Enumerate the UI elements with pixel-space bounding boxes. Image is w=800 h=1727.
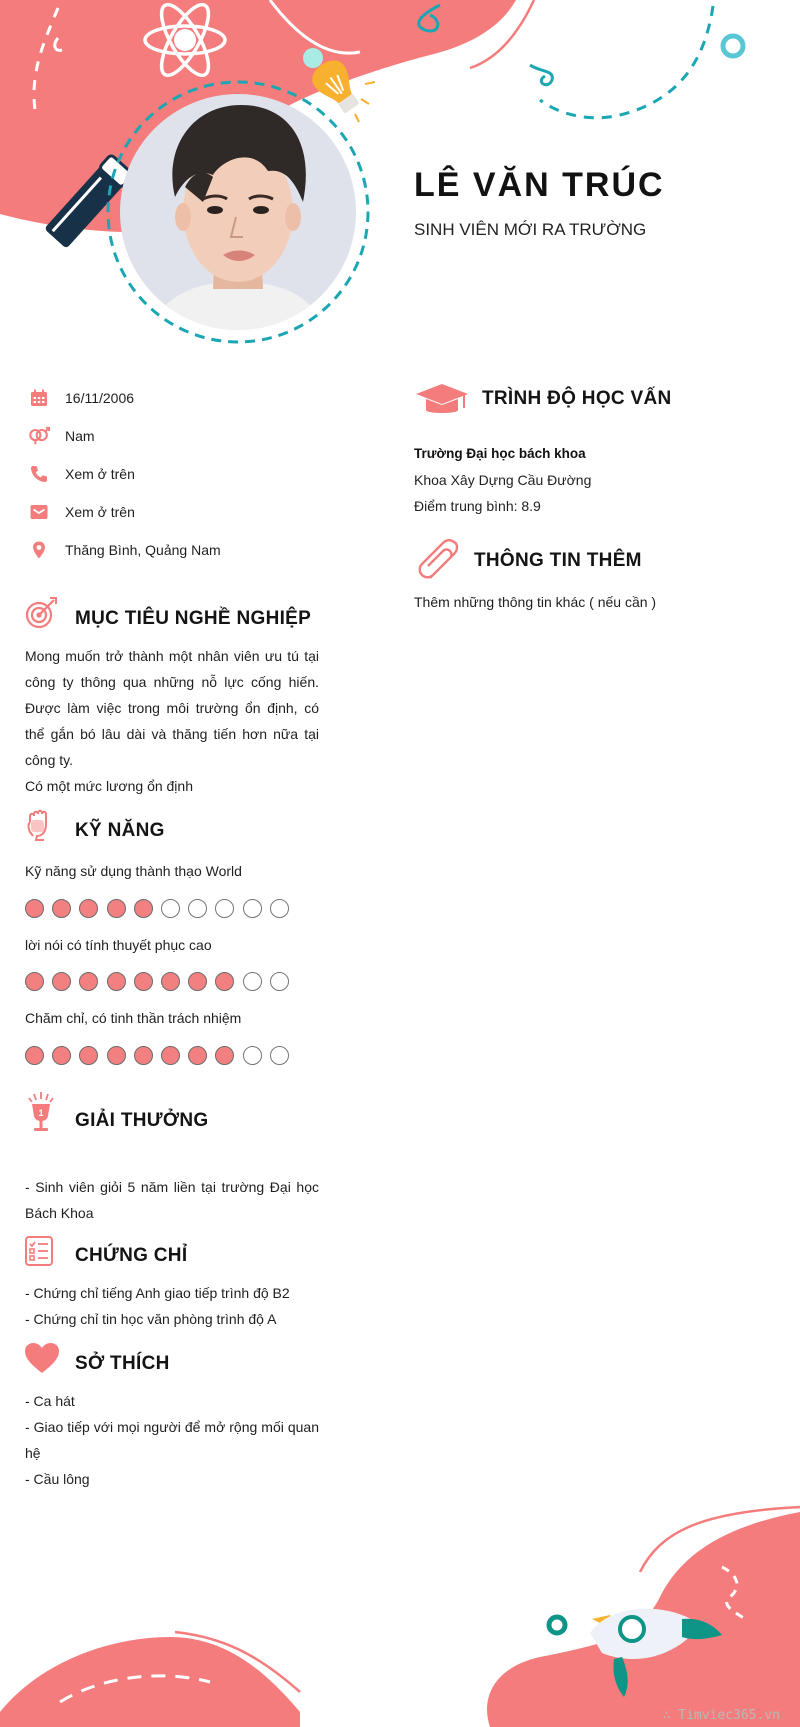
email-text: Xem ở trên	[65, 504, 135, 520]
rating-dot-filled	[52, 972, 71, 991]
heart-icon	[23, 1341, 61, 1375]
rating-dot-filled	[107, 1046, 126, 1065]
info-row-gender	[28, 424, 95, 448]
awards-text: - Sinh viên giỏi 5 năm liền tại trường Đại học Bách Khoa	[25, 1179, 319, 1221]
rocket-icon	[582, 1593, 732, 1703]
rating-dot-filled	[25, 1046, 44, 1065]
rating-dot-empty	[270, 899, 289, 918]
hobbies-title: SỞ THÍCH	[75, 1353, 170, 1374]
skill-rating	[25, 1046, 289, 1065]
gender-text: Nam	[65, 428, 95, 444]
rating-dot-filled	[52, 1046, 71, 1065]
gender-icon	[28, 425, 50, 447]
certificates-title: CHỨNG CHỈ	[75, 1245, 188, 1266]
rating-dot-filled	[79, 972, 98, 991]
rating-dot-filled	[215, 972, 234, 991]
phone-icon	[28, 463, 50, 485]
extra-title: THÔNG TIN THÊM	[474, 550, 642, 571]
hobby-item: - Giao tiếp với mọi người để mở rộng mối quan hệ	[25, 1419, 319, 1461]
phone-text: Xem ở trên	[65, 466, 135, 482]
rating-dot-filled	[79, 1046, 98, 1065]
info-row-address	[28, 538, 221, 562]
address-text: Thăng Bình, Quảng Nam	[65, 542, 221, 558]
skill-rating	[25, 899, 289, 918]
mail-icon	[28, 501, 50, 523]
candidate-role: SINH VIÊN MỚI RA TRƯỜNG	[414, 220, 647, 239]
education-title: TRÌNH ĐỘ HỌC VẤN	[482, 388, 672, 409]
objective-text: Mong muốn trở thành một nhân viên ưu tú tại công ty thông qua những nỗ lực cống hiến. Được làm việc trong môi trường ổn định, có thể gắn bó lâu dài và thăng tiến hơn nữa tại công ty.	[25, 648, 319, 768]
hobby-item: - Ca hát	[25, 1393, 75, 1409]
target-icon	[24, 596, 58, 630]
rating-dot-filled	[107, 899, 126, 918]
skill-name: Kỹ năng sử dụng thành thạo World	[25, 863, 242, 879]
skill-name: Chăm chỉ, có tinh thần trách nhiệm	[25, 1010, 242, 1026]
fist-icon	[24, 808, 54, 842]
checklist-icon	[24, 1235, 54, 1267]
awards-title: GIẢI THƯỞNG	[75, 1110, 209, 1131]
rating-dot-empty	[215, 899, 234, 918]
rating-dot-empty	[243, 899, 262, 918]
rating-dot-empty	[188, 899, 207, 918]
location-icon	[28, 539, 50, 561]
rating-dot-filled	[161, 972, 180, 991]
rating-dot-filled	[188, 972, 207, 991]
info-row-email	[28, 500, 135, 524]
rating-dot-filled	[188, 1046, 207, 1065]
objective-title: MỤC TIÊU NGHỀ NGHIỆP	[75, 608, 312, 629]
info-row-phone	[28, 462, 135, 486]
rating-dot-filled	[25, 972, 44, 991]
rating-dot-filled	[134, 1046, 153, 1065]
skill-rating	[25, 972, 289, 991]
education-gpa: Điểm trung bình: 8.9	[414, 498, 541, 514]
rating-dot-filled	[79, 899, 98, 918]
calendar-icon	[28, 387, 50, 409]
birthday-text: 16/11/2006	[65, 390, 135, 406]
skills-title: KỸ NĂNG	[75, 820, 165, 841]
trophy-icon	[24, 1090, 58, 1134]
rating-dot-filled	[52, 899, 71, 918]
atom-icon	[140, 2, 230, 72]
rating-dot-empty	[270, 1046, 289, 1065]
avatar	[103, 77, 373, 347]
graduation-cap-icon	[414, 382, 470, 418]
rating-dot-filled	[134, 899, 153, 918]
education-school: Trường Đại học bách khoa	[414, 446, 586, 461]
objective-text-2: Có một mức lương ổn định	[25, 778, 193, 794]
rating-dot-filled	[107, 972, 126, 991]
rating-dot-filled	[25, 899, 44, 918]
extra-text: Thêm những thông tin khác ( nếu cần )	[414, 594, 657, 610]
education-major: Khoa Xây Dựng Cầu Đường	[414, 472, 592, 488]
candidate-name: LÊ VĂN TRÚC	[414, 166, 665, 204]
rating-dot-filled	[134, 972, 153, 991]
rating-dot-empty	[270, 972, 289, 991]
paperclip-icon	[416, 538, 462, 584]
info-row-birthday	[28, 386, 134, 410]
svg-text:1: 1	[38, 1108, 44, 1118]
certificate-item: - Chứng chỉ tin học văn phòng trình độ A	[25, 1311, 277, 1327]
rating-dot-filled	[215, 1046, 234, 1065]
rating-dot-empty	[243, 1046, 262, 1065]
watermark: ∴ Timviec365.vn	[662, 1708, 780, 1723]
rating-dot-empty	[161, 899, 180, 918]
certificate-item: - Chứng chỉ tiếng Anh giao tiếp trình độ B2	[25, 1285, 290, 1301]
rating-dot-empty	[243, 972, 262, 991]
hobby-item: - Cầu lông	[25, 1471, 90, 1487]
rating-dot-filled	[161, 1046, 180, 1065]
skill-name: lời nói có tính thuyết phục cao	[25, 937, 212, 953]
